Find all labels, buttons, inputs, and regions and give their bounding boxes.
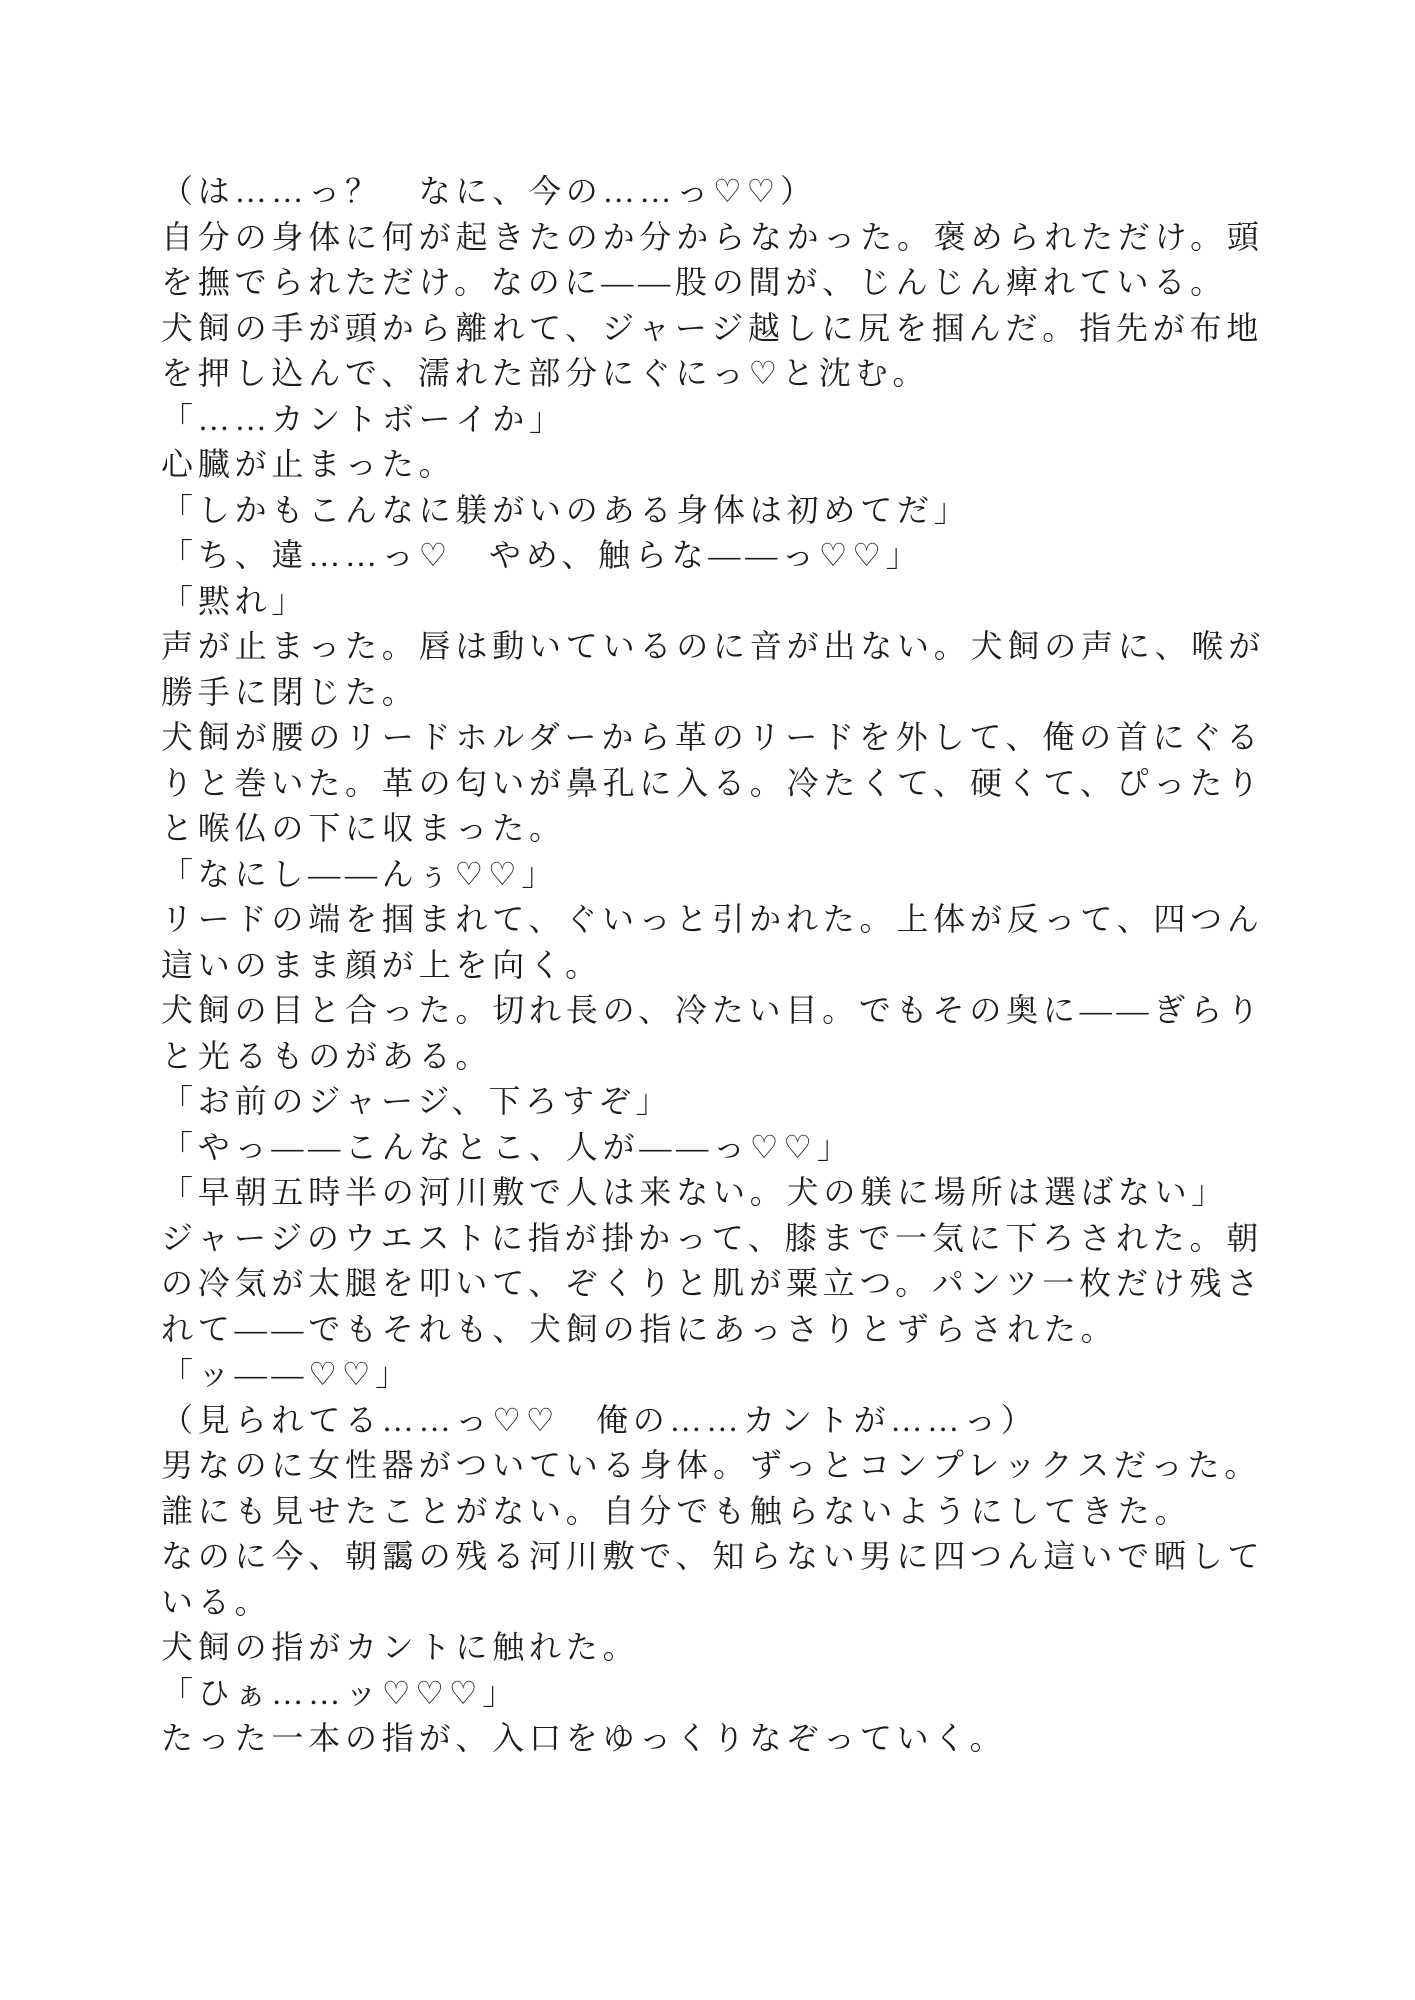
text-line: 勝手に閉じた。: [161, 673, 419, 710]
text-line: りと巻いた。革の匂いが鼻孔に入る。冷たくて、硬くて、ぴったり: [161, 764, 1264, 801]
text-line: 「しかもこんなに躾がいのある身体は初めてだ」: [161, 491, 971, 528]
text-line: 声が止まった。唇は動いているのに音が出ない。犬飼の声に、喉が: [161, 628, 1266, 664]
text-line: 心臓が止まった。: [161, 446, 456, 482]
text-line: と光るものがある。: [161, 1037, 493, 1074]
text-line: 犬飼の目と合った。切れ長の、冷たい目。でもその奥に――ぎらり: [161, 992, 1264, 1028]
text-line: 「早朝五時半の河川敷で人は来ない。犬の躾に場所は選ばない」: [161, 1174, 1229, 1210]
text-line: 「ひぁ……ッ♡♡♡」: [161, 1674, 520, 1711]
text-line: 犬飼が腰のリードホルダーから革のリードを外して、俺の首にぐる: [161, 719, 1264, 755]
text-line: れて――でもそれも、犬飼の指にあっさりとずらされた。: [161, 1310, 1118, 1347]
text-line: 「黙れ」: [161, 582, 309, 619]
text-line: 「なにし――んぅ♡♡」: [161, 855, 559, 892]
text-line: 犬飼の指がカントに触れた。: [161, 1629, 640, 1665]
text-line: を撫でられただけ。なのに――股の間が、じんじん痺れている。: [161, 264, 1227, 300]
text-line: の冷気が太腿を叩いて、ぞくりと肌が粟立つ。パンツ一枚だけ残さ: [161, 1265, 1264, 1301]
text-line: 「やっ――こんなとこ、人が――っ♡♡」: [161, 1128, 854, 1165]
text-line: 誰にも見せたことがない。自分でも触らないようにしてきた。: [161, 1492, 1192, 1529]
text-line: たった一本の指が、入口をゆっくりなぞっていく。: [161, 1720, 1007, 1756]
text-line: 「……カントボーイか」: [161, 400, 566, 437]
text-line: を押し込んで、濡れた部分にぐにっ♡と沈む。: [161, 355, 930, 391]
text-line: （は……っ？ なに、今の……っ♡♡）: [161, 173, 817, 209]
text-line: 男なのに女性器がついている身体。ずっとコンプレックスだった。: [161, 1447, 1262, 1483]
text-line: いる。: [161, 1583, 272, 1620]
text-line: 犬飼の手が頭から離れて、ジャージ越しに尻を掴んだ。指先が布地: [161, 309, 1264, 346]
text-line: なのに今、朝靄の残る河川敷で、知らない男に四つん這いで晒して: [161, 1538, 1265, 1574]
text-line: と喉仏の下に収まった。: [161, 810, 566, 846]
text-line: 「ッ――♡♡」: [161, 1356, 412, 1392]
text-line: 「お前のジャージ、下ろすぞ」: [161, 1083, 673, 1119]
text-line: ジャージのウエストに指が掛かって、膝まで一気に下ろされた。朝: [161, 1219, 1264, 1256]
text-line: 這いのまま顔が上を向く。: [161, 946, 602, 983]
text-block: [161, 169, 1273, 1762]
text-line: リードの端を掴まれて、ぐいっと引かれた。上体が反って、四つん: [161, 901, 1264, 937]
text-line: 自分の身体に何が起きたのか分からなかった。褒められただけ。頭: [161, 218, 1264, 255]
text-line: （見られてる……っ♡♡ 俺の……カントが……っ）: [161, 1401, 1038, 1438]
text-line: 「ち、違……っ♡ やめ、触らな――っ♡♡」: [161, 537, 923, 573]
